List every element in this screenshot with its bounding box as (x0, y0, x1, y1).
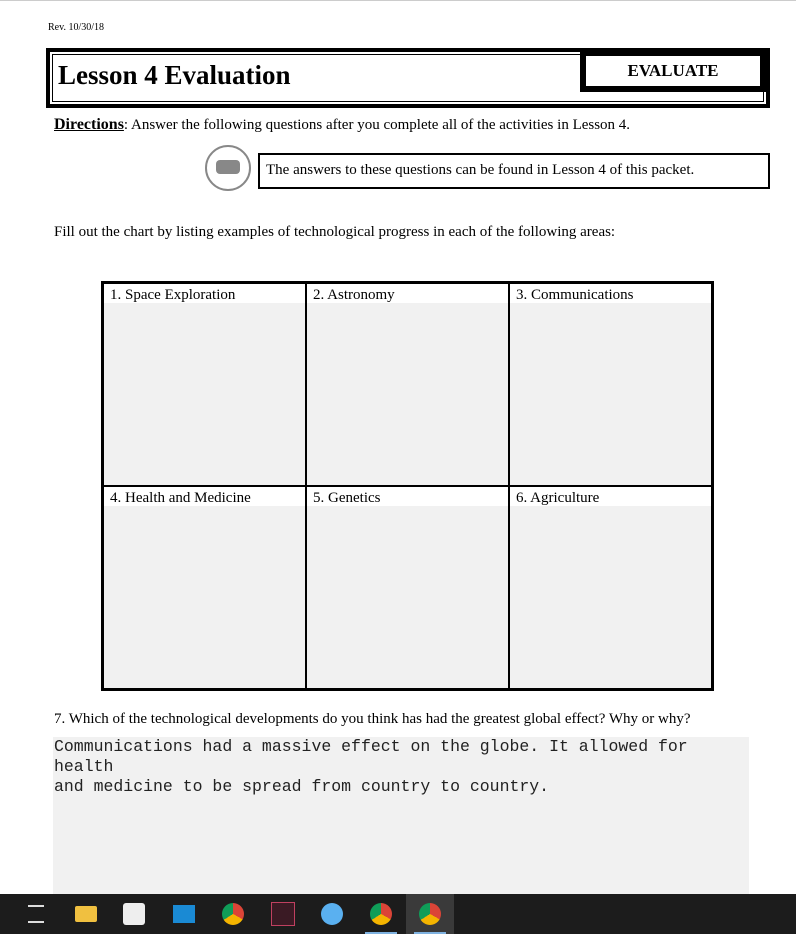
cell-label: 2. Astronomy (307, 284, 508, 303)
answer-cell[interactable] (509, 283, 712, 486)
file-explorer-icon[interactable] (62, 894, 110, 934)
cell-label: 1. Space Exploration (104, 284, 305, 303)
question-7: 7. Which of the technological developments do you think has had the greatest global effect? Why or why? (54, 711, 691, 727)
mail-icon[interactable] (160, 894, 208, 934)
directions-text: : Answer the following questions after you complete all of the activities in Lesson 4. (123, 117, 631, 133)
task-view-icon[interactable] (12, 894, 60, 934)
directions-label: Directions (54, 116, 124, 133)
evaluate-badge (580, 50, 766, 92)
app-icon[interactable] (308, 894, 356, 934)
question-7-answer-field[interactable]: Communications had a massive effect on the globe. It allowed for health and medicine to be spread from country to country. (53, 737, 749, 897)
chrome-icon[interactable] (209, 894, 257, 934)
cell-label: 3. Communications (510, 284, 711, 303)
cell-label: 5. Genetics (307, 487, 508, 506)
valorant-icon[interactable] (259, 894, 307, 934)
chrome-profile-active-icon[interactable] (406, 894, 454, 934)
taskbar (0, 894, 796, 934)
cell-label: 4. Health and Medicine (104, 487, 305, 506)
chart-prompt: Fill out the chart by listing examples of technological progress in each of the following areas: (54, 224, 616, 240)
answer-chart (101, 281, 714, 691)
answer-cell[interactable] (103, 486, 306, 689)
top-border (0, 0, 796, 1)
evaluate-label: EVALUATE (585, 55, 761, 87)
directions (54, 116, 630, 134)
answer-cell[interactable] (306, 486, 509, 689)
chrome-profile-icon[interactable] (357, 894, 405, 934)
answer-cell[interactable] (103, 283, 306, 486)
whistle-icon (205, 145, 251, 191)
page-title: Lesson 4 Evaluation (58, 60, 291, 90)
note-box: The answers to these questions can be found in Lesson 4 of this packet. (258, 153, 770, 189)
answer-cell[interactable] (306, 283, 509, 486)
answer-cell[interactable] (509, 486, 712, 689)
revision-date: Rev. 10/30/18 (48, 22, 105, 33)
store-icon[interactable] (110, 894, 158, 934)
cell-label: 6. Agriculture (510, 487, 711, 506)
